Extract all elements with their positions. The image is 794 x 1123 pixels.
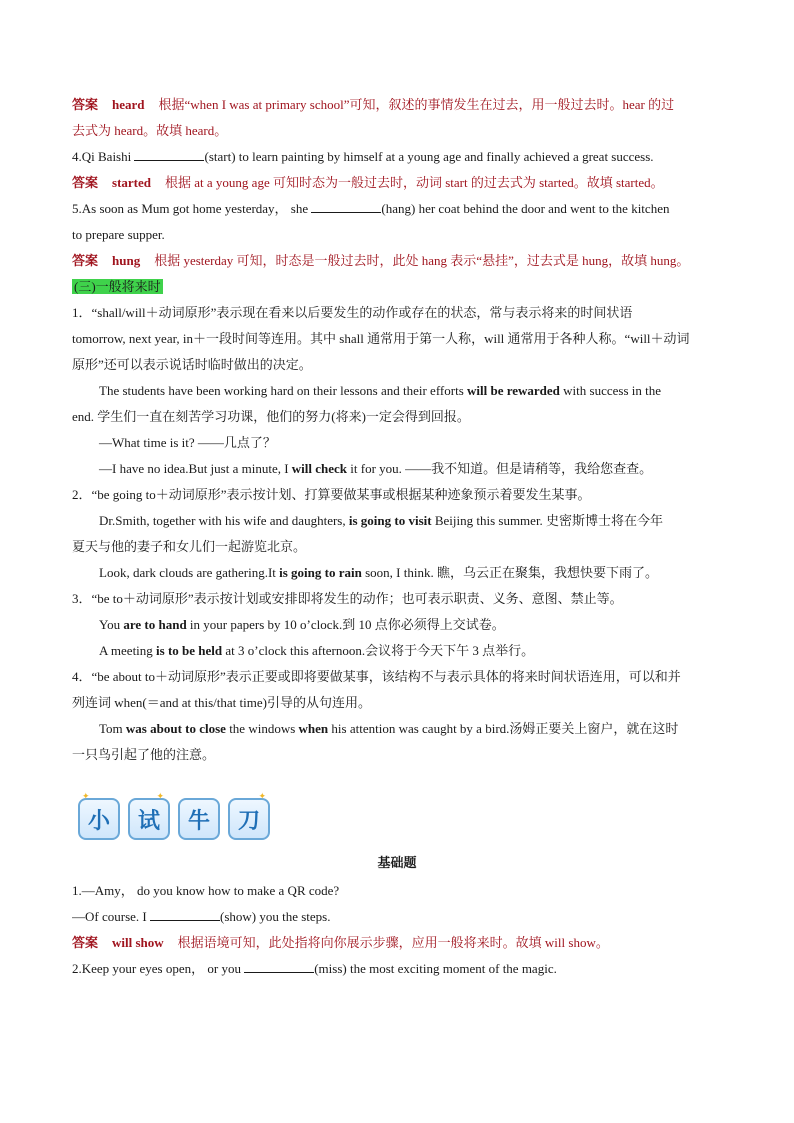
question-continuation: to prepare supper.	[72, 227, 165, 242]
answer-explanation: 根据 at a young age 可知时态为一般过去时，动词 start 的过去式为 started。故填 started。	[165, 175, 664, 190]
sparkle-icon: ✦	[82, 792, 90, 802]
answer-explanation: 根据“when I was at primary school”可知，叙述的事情发生在过去，用一般过去时。hear 的过	[158, 97, 675, 112]
answer-blank[interactable]	[134, 146, 204, 161]
question-text-end: (show) you the steps.	[219, 909, 331, 924]
answer-explanation: 根据语境可知，此处指将向你展示步骤，应用一般将来时。故填 will show。	[177, 935, 609, 950]
question-5	[72, 196, 724, 222]
example-text: the windows	[225, 721, 299, 736]
sparkle-icon: ✦	[156, 792, 164, 802]
example-translation: end. 学生们一直在刻苦学习功课，他们的努力(将来)一定会得到回报。	[72, 409, 470, 424]
banner-char: 牛	[187, 808, 210, 834]
example-text: his attention was caught by a bird.汤姆正要关上窗户，就在这时	[328, 721, 679, 736]
answer-word: heard	[112, 97, 145, 112]
example-highlight: when	[298, 721, 329, 736]
banner-char-badge	[128, 792, 170, 840]
practice-banner	[78, 792, 270, 844]
example-text: Tom	[99, 721, 126, 736]
example-text: The students have been working hard on their lessons and their efforts	[99, 383, 467, 398]
answer-label: 答案	[72, 935, 99, 950]
answer-blank[interactable]	[311, 198, 381, 213]
rule-4-text: 4．“be about to＋动词原形”表示正要或即将要做某事，该结构不与表示具体的将来时间状语连用，可以和并	[72, 669, 681, 684]
answer-label: 答案	[72, 175, 99, 190]
question-text: —Of course. I	[72, 909, 150, 924]
answer-label: 答案	[72, 253, 99, 268]
exercise-section	[72, 878, 724, 982]
sparkle-icon: ✦	[258, 792, 266, 802]
banner-char: 小	[87, 808, 110, 834]
answer-word: will show	[112, 935, 164, 950]
question-text: 5.As soon as Mum got home yesterday， she	[72, 201, 312, 216]
answer-line	[72, 92, 724, 118]
example-sentence	[72, 638, 724, 664]
banner-char-badge	[178, 798, 220, 840]
answer-line	[72, 170, 724, 196]
example-text: You	[99, 617, 124, 632]
answer-blank[interactable]	[150, 906, 220, 921]
question-1: 1.—Amy， do you know how to make a QR code?	[72, 883, 340, 898]
example-text: soon, I think. 瞧，乌云正在聚集，我想快要下雨了。	[361, 565, 658, 580]
rule-4-text: 列连词 when(＝and at this/that time)引导的从句连用。	[72, 695, 371, 710]
question-text-end: (hang) her coat behind the door and went to the kitchen	[381, 201, 670, 216]
answer-line	[72, 248, 724, 274]
example-sentence	[72, 378, 724, 404]
banner-char-badge	[228, 792, 270, 840]
example-highlight: will be rewarded	[467, 383, 560, 398]
example-highlight: is to be held	[156, 643, 223, 658]
example-sentence	[72, 612, 724, 638]
rule-1-text: tomorrow, next year, in＋一段时间等连用。其中 shall 通常用于第一人称，will 通常用于各种人称。“will＋动词	[72, 331, 690, 346]
question-2	[72, 956, 724, 982]
answer-line	[72, 930, 724, 956]
example-highlight: was about to close	[125, 721, 226, 736]
example-text: —I have no idea.But just a minute, I	[99, 461, 292, 476]
answer-word: started	[112, 175, 152, 190]
answer-label: 答案	[72, 97, 99, 112]
example-translation: 一只鸟引起了他的注意。	[72, 747, 216, 762]
section-heading: (三)一般将来时	[74, 279, 161, 294]
example-sentence	[72, 508, 724, 534]
question-text-end: (start) to learn painting by himself at a young age and finally achieved a great success.	[204, 149, 654, 164]
banner-char: 试	[137, 808, 160, 834]
answer-continuation: 去式为 heard。故填 heard。	[72, 123, 228, 138]
answer-explanation: 根据 yesterday 可知，时态是一般过去时，此处 hang 表示“悬挂”，过去式是 hung，故填 hung。	[154, 253, 690, 268]
document-body	[72, 92, 724, 768]
question-text-end: (miss) the most exciting moment of the magic.	[314, 961, 557, 976]
answer-word: hung	[112, 253, 141, 268]
example-text: at 3 o’clock this afternoon.会议将于今天下午 3 点举行。	[222, 643, 535, 658]
question-text: 2.Keep your eyes open， or you	[72, 961, 245, 976]
example-highlight: are to hand	[123, 617, 187, 632]
example-text: it for you. ——我不知道。但是请稍等，我给您查查。	[347, 461, 653, 476]
rule-3-text: 3．“be to＋动词原形”表示按计划或安排即将发生的动作；也可表示职责、义务、意图、禁止等。	[72, 591, 623, 606]
example-highlight: is going to rain	[279, 565, 362, 580]
example-text: with success in the	[559, 383, 662, 398]
example-sentence: —What time is it? ——几点了？	[99, 435, 276, 450]
banner-char-badge	[78, 792, 120, 840]
example-sentence	[72, 716, 724, 742]
answer-blank[interactable]	[244, 958, 314, 973]
example-text: Dr.Smith, together with his wife and daughters,	[99, 513, 349, 528]
rule-2-text: 2．“be going to＋动词原形”表示按计划、打算要做某事或根据某种迹象预示着要发生某事。	[72, 487, 591, 502]
section-title: 基础题	[377, 855, 417, 870]
rule-1-text: 原形”还可以表示说话时临时做出的决定。	[72, 357, 312, 372]
example-highlight: is going to visit	[348, 513, 432, 528]
example-text: Beijing this summer. 史密斯博士将在今年	[431, 513, 664, 528]
question-1-reply	[72, 904, 724, 930]
rule-1-text: 1．“shall/will＋动词原形”表示现在看来以后要发生的动作或存在的状态，常与表示将来的时间状语	[72, 305, 633, 320]
example-sentence	[72, 560, 724, 586]
example-highlight: will check	[291, 461, 348, 476]
banner-char: 刀	[237, 808, 260, 834]
question-4	[72, 144, 724, 170]
example-text: in your papers by 10 o’clock.到 10 点你必须得上交试卷。	[186, 617, 505, 632]
example-text: A meeting	[99, 643, 157, 658]
example-sentence	[72, 456, 724, 482]
example-text: Look, dark clouds are gathering.It	[99, 565, 280, 580]
example-translation: 夏天与他的妻子和女儿们一起游览北京。	[72, 539, 307, 554]
question-text: 4.Qi Baishi	[72, 149, 135, 164]
